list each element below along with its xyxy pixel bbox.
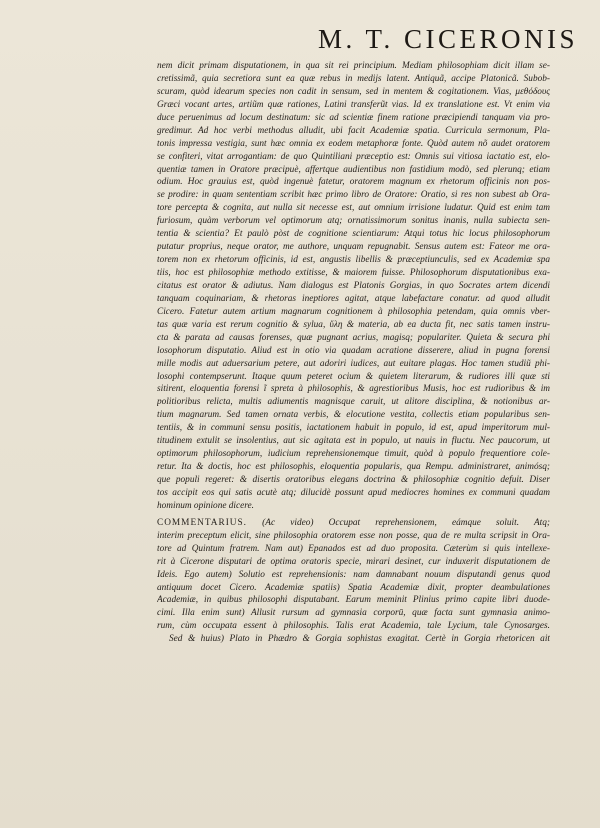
commentary-section: [157, 517, 550, 646]
text-line: torem non ex rhetorum officinis, id est, angustis libellis & præceptiunculis, sed ex Academiæ spa: [157, 255, 550, 266]
text-line: hominum opinione dicere.: [157, 500, 254, 511]
text-line: tentiis, & in communi sensu positis, iactationem habuit in populo, id est, apud imperitorum mul-: [157, 423, 550, 434]
text-line: duce peruenimus ad locum destinatum: sic ad scientiæ finem ratione præcipiendi tanquam via pro-: [157, 112, 550, 123]
page-body: [157, 60, 550, 646]
text-line: retur. Ita & doctis, hoc est philosophis, eloquentia popularis, qua Rempu. administraret, animósq;: [157, 462, 550, 473]
text-line: nem dicit primam disputationem, in qua sit rei principium. Mediam philosophiam dicit illam se-: [157, 61, 550, 71]
text-line: optimorum philosophorum, iudicium reprehensionemque timuit, quòd à populo frequentiore cole-: [157, 449, 550, 460]
text-line: citatus est orator & adiutus. Nam dialogus est Platonis Gorgias, in quo Socrates artem dicendi: [157, 280, 550, 291]
text-line: interim preceptum elicit, sine philosophia oratorem esse non posse, qua de re multa scripsit in Ora-: [157, 530, 550, 541]
text-line: tentia & scientia? Et paulò pòst de cognitione scientiarum: Atqui totus hic locus philosophorum: [157, 229, 550, 240]
text-line: sitirent, eloquentia forensi ĩ spreta à philosophis, & agrestioribus Musis, hoc est rudioribus & im: [157, 384, 550, 395]
text-line: losophi contempserunt. Itaque quum peteret ocium & quietem literarum, & rudiores illi quæ sti: [157, 371, 550, 382]
text-line: Ideis. Ego autem) Solutio est reprehensionis: nam damnabant nouum disputandi genus quod: [157, 569, 550, 580]
text-line: rum, cùm occupata essent à philosophis. Talis erat Academia, tale Lycium, tale Cynosarges.: [157, 621, 550, 632]
text-line: se prodire: in quam sententiam scribit hæc primo libro de Oratore: Oratio, si res non subest ab Ora-: [157, 190, 550, 201]
text-line: antiquum docet Cicero. Academiæ spatiis) Spatia Academiæ dixit, propter deambulationes: [157, 582, 550, 593]
text-line: cta & parata ad causas forenses, quæ pugnant acrius, magisq; populariter. Quieta & secura phi: [157, 332, 550, 343]
text-line: tanquam coquinariam, & rhetoras ineptiores agitat, atque labefactare conatur. ad quod alludit: [157, 293, 550, 304]
text-line: putatur proprius, neque orator, me authore, unquam repugnabit. Sensus autem est: Fateor me ora-: [157, 242, 550, 253]
text-line: se confiteri, vitat arrogantiam: de quo Quintiliani præceptio est: Omnis sui vitiosa iactatio est, elo-: [157, 151, 550, 162]
running-title: M. T. CICERONIS: [317, 24, 578, 54]
text-line: quentiæ tamen in Oratore præcipuè, affertque audientibus non fastidium modò, sed plerunq; etiam: [157, 164, 550, 175]
text-line: que populi regeret: & disertis oratoribus elegans doctrina & philosophiæ cognitio defuit. Diser: [157, 475, 550, 485]
main-passage: [157, 60, 550, 513]
text-line: tore ad Quintum fratrem. Nam aut) Epanados est ad duo proposita. Cæterùm si quis intellexe-: [157, 543, 550, 554]
text-line: Græci vocant artes, artiũm quæ rationes, Latini transferũt vias. Id ex translatione est. Vt enim via: [157, 99, 550, 110]
text-line: Academiæ, in quibus philosophi disputabant. Earum meminit Plinius primo capite libri duode-: [157, 595, 550, 606]
commentary-first-line: [157, 517, 550, 530]
commentary-line-text: (Ac video) Occupat reprehensionem, eámque soluit. Atq;: [262, 517, 550, 528]
text-line: rit à Cicerone disputari de optima oratoris specie, mirari desinet, cur induxerit disputationem de: [157, 556, 550, 567]
text-line: cimi. Illa enim sunt) Allusit rursum ad gymnasia corporū, quæ facta sunt gymnasia animo-: [157, 608, 550, 619]
text-line: mille modis aut aduersarium petere, aut adoriri iudices, aut euitare plagas. Hoc tamen studiũ phi-: [157, 358, 550, 369]
text-line: odium. Hoc grauius est, quòd ingenuè fatetur, oratorem magnum ex rhetorum officinis non pos-: [157, 177, 550, 188]
text-line: titudinem extulit se insolentius, aut sic agitata est in populo, ut nauis in fluctu. Nec paucorum, ut: [157, 436, 550, 447]
text-line: tium magnarum. Sed tamen ornata verbis, & elocutione vestita, collectis etiam popularibus sen-: [157, 410, 550, 421]
text-line: politioribus relicta, multis adiumentis magnisque caruit, ut alitore disciplina, & notionibus ar-: [157, 397, 550, 408]
text-line: Cicero. Fatetur autem artium magnarum cognitionem à philosophia petendam, quia omnis vber-: [157, 306, 550, 317]
text-line: tonis impressa vestigia, sunt hæc omnia ex eodem metaphoræ fonte. Quòd autem nõ audet oratorem: [157, 138, 550, 149]
text-line: gredimur. Ad hoc verbi methodus alludit, ubi facit Academiæ spatia. Curricula sermonum, Pla-: [157, 125, 550, 136]
text-line: losophorum disputatio. Aliud est in otio via quadam acratione disserere, aliud in pugna forensi: [157, 345, 550, 356]
text-line: cretissimã, quia secretiora sunt ea quæ rebus in medijs latent. Antiquã, accipe Platonicã. Subob-: [157, 73, 550, 84]
text-line: furiosum, quàm verborum vel optimorum atq; ornatissimorum sonitus inanis, nulla subiecta sen-: [157, 216, 550, 227]
text-line: tore percepta & cognita, aut nulla sit necesse est, aut omnium irrisione ludatur. Quid est enim tam: [157, 203, 550, 214]
text-line: tiis, hoc est philosophiæ methodo extitisse, & maiorem fuisse. Philosophorum disputationibus exa-: [157, 268, 550, 278]
text-line: tos accipit eos qui satis acutè atq; dilucidè possunt apud mediocres homines ex communi quadam: [157, 487, 550, 498]
commentary-heading: COMMENTARIUS.: [157, 517, 247, 528]
text-line: tas quæ varia est rerum cognitio & sylua, ὕλη & materia, ab ea ducta fit, nec satis tamen instru-: [157, 319, 550, 330]
text-line: Sed & huius) Plato in Phædro & Gorgia sophistas exagitat. Certè in Gorgia rhetoricen ait: [169, 634, 550, 645]
text-line: scuram, quòd idearum species non cadit in sensum, sed in mentem & cogitationem. Vias, μεθόδους: [157, 86, 550, 97]
